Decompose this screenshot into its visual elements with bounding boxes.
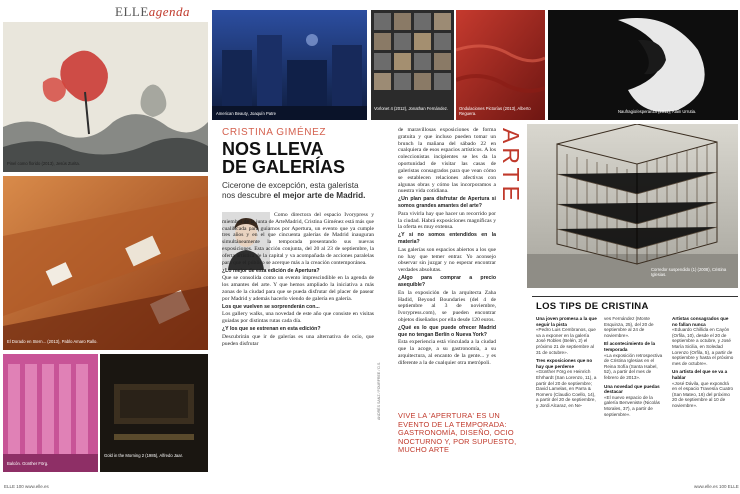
col1-intro: Como directora del espacio Ivorypress y miembro de la junta de ArteMadrid, Cristina Giménez está más que cualificada para guiarnos por Apertura, un evento que ya cumple tres años y en el que cincuenta galerías de Madrid inauguran simultáneamente la temporada presentando sus nuevas exposiciones. Esta acción conjunta, del 20 al 23 de septiembre, la oferta artística de la capital y va acompañada de acciones paralelas para que el público se acerque más a la creación contemporánea. xyxy=(222,212,374,266)
tip-5-text: «Eduardo Chillida en Cayón (Orfila, 10), desde el 20 de septiembre a octubre, y José María Sicilia, en Soledad Lorenzo (Orfila, 5), a partir de septiembre y hasta el próximo mes de octubre». xyxy=(672,327,734,366)
tip-3-heading: El acontecimiento de la temporada xyxy=(604,341,656,352)
caption-alberto-reguera: Ondulaciones Pictorías (2013), Alberto Reguera. xyxy=(459,106,531,116)
monochrome-illustration xyxy=(548,10,738,120)
answer-4: Para vivirla hay que hacer un recorrido por la ciudad. Habrá exposiciones magníficas y la oferta es muy extensa. xyxy=(398,210,496,231)
city-illustration xyxy=(212,10,367,120)
question-1: ¿Lo mejor de esta edición de Apertura? xyxy=(222,267,320,274)
footer-right: www.elle.es 100 ELLE xyxy=(694,484,739,489)
caption-joaquin-patre: American Beauty, Joaquín Patre xyxy=(216,111,276,116)
caption-alfredo-jaar: Gold in the Morning 2 (1985), Alfredo Jaar. xyxy=(104,453,183,458)
portrait-grid-illustration xyxy=(371,10,454,120)
artwork-pablo-amaro xyxy=(3,176,208,350)
caption-cristina-iglesias: Corredor suspendido (1) (2008), Cristina Iglesias. xyxy=(651,267,727,277)
artwork-alfredo-jaar xyxy=(100,354,208,472)
caption-pablo-amaro: El Dorado en Stern... (2013), Pablo Amaro Rallo. xyxy=(7,339,98,344)
tip-4-heading: Una novedad que puedas destacar xyxy=(604,383,660,395)
red-abstract-illustration xyxy=(456,10,545,120)
section-tag-arte: ARTE xyxy=(498,128,524,205)
installation-illustration xyxy=(527,124,738,288)
artwork-alain-urrutia xyxy=(548,10,738,120)
tip-1-text: «Pedro Luis Cembranos, que va a exponer en la galería José Robles (Belén, 2) el próximo 21 de septiembre al 31 de octubre». xyxy=(536,327,596,355)
caption-alain-urrutia: Naufragio/esperanza (2011), Alain Urrutia. xyxy=(618,109,697,114)
tips-column-2 xyxy=(604,316,666,476)
tips-title: LOS TIPS DE CRISTINA xyxy=(536,301,649,312)
answer-6: En la exposición de la arquitecta Zaha Hadid, Beyond Boundaries (del 4 de septiembre al 3 de noviembre, Ivorypress.com), se pueden encontrar objetos diseñados por ella desde 120 euros. xyxy=(398,289,496,323)
answer-3: Descubrirán que ir de galerías es una alternativa de ocio, que pueden disfrutar xyxy=(222,333,374,347)
title-line-1: NOS LLEVA xyxy=(222,139,324,159)
brand-name: ELLE xyxy=(115,4,149,19)
question-7: ¿Qué es lo que puede ofrecer Madrid que no tengan Berlín o Nueva York? xyxy=(398,324,496,338)
artwork-illustration xyxy=(3,22,208,172)
artwork-jesus-zurita xyxy=(3,22,208,172)
article-dek xyxy=(222,181,372,201)
answer-7: Esta experiencia está vinculada a la ciudad que la acoge, a su gastronomía, a su arquitectura, al encanto de la gente... y es diferente a la de cualquier otra metrópoli. xyxy=(398,339,496,366)
tip-4-text: «El nuevo espacio de la galería Benveniste (Nicolás Morales, 37), a partir de septiembre». xyxy=(604,394,660,417)
question-4: ¿Un plan para disfrutar de Apertura si somos grandes amantes del arte? xyxy=(398,196,496,209)
question-6: ¿Algo para comprar a precio asequible? xyxy=(398,275,496,288)
tip-5-heading: Artistas consagrados que no fallan nunca xyxy=(672,316,729,327)
article-column-1 xyxy=(222,212,374,474)
tip-2-continued: ves Fernández (Monte Esquinza, 25), del 20 de septiembre al 24 de noviembre». xyxy=(604,316,654,338)
question-5: ¿Y si no somos entendidos en la materia? xyxy=(398,232,496,245)
caption-jonathan-fernandez: Vorlonet 4 (2012), Jonathan Fernández. xyxy=(374,106,449,111)
col2-text: de maravillosas exposiciones de forma gratuita y que incluso pueden tomar un brunch la mañana del sábado 22 en cualquiera de esos espacios artísticos. A los coleccionistas incipientes se les da la oportunidad de visitar las casas de galeristas consagrados para que vean cómo se establecen relaciones afectivas con algunas obras y cómo las incorporamos a nuestra vida cotidiana. xyxy=(398,127,496,195)
caption-jesus-zurita: Pinel como florido (2013), Jesús Zurita. xyxy=(7,161,80,166)
header-brand xyxy=(115,4,190,20)
pull-quote: VIVE LA 'APERTURA' ES UN EVENTO DE LA TEMPORADA: GASTRONOMÍA, DISEÑO, OCIO NOCTURNO Y, POR SUPUESTO, MUCHO ARTE xyxy=(398,411,517,455)
photo-credit: ANDRÉS SANZ / FOURFREE / D.S. xyxy=(377,361,381,420)
artwork-jonathan-fernandez xyxy=(371,10,454,120)
caption-gunther-forg: Balcón. Günther Förg. xyxy=(7,461,49,466)
tips-column-1 xyxy=(536,316,598,476)
tip-6-text: «José Dávila, que expondrá en el espacio Travesía Cuatro (San Mateo, 16) del próximo 20 de septiembre al 10 de noviembre». xyxy=(672,380,734,408)
tip-6-heading: Un artista del que se va a hablar xyxy=(672,369,728,380)
dek-bold: el mejor arte de Madrid. xyxy=(273,190,366,200)
tip-3-text: «La exposición retrospectiva de Cristina Iglesias en el Reina Sofía (Santa Isabel, 52), a partir del mes de febrero de 2013». xyxy=(604,352,663,380)
dek-text: Cicerone de excepción, esta galerista nos descubre xyxy=(222,181,359,200)
question-3: ¿Y los que se estrenan en esta edición? xyxy=(222,326,321,332)
tips-column-3 xyxy=(672,316,734,476)
artwork-cristina-iglesias xyxy=(527,124,738,288)
tips-box xyxy=(532,296,738,476)
article-column-2 xyxy=(398,127,496,409)
answer-5: Las galerías son espacios abiertos a los que no hay que temer entrar. Yo aconsejo observar sin juzgar y no esperar encontrar verdades absolutas. xyxy=(398,246,496,274)
artwork-joaquin-patre xyxy=(212,10,367,120)
artwork-gunther-forg xyxy=(3,354,98,472)
tip-2-heading: Tres exposiciones que no hay que perderse xyxy=(536,358,593,369)
answer-1: Que se consolida como un evento imprescindible en la agenda de los amantes del arte. Y que hemos ampliado la iniciativa a más zonas de la ciudad para que se pueda disfrutar del placer de pasear por Madrid y además hacerlo viendo de galería en galería. xyxy=(222,275,374,302)
author-name: CRISTINA GIMÉNEZ xyxy=(222,127,327,138)
tip-1-heading: Una joven promesa a la que seguir la pista xyxy=(536,316,597,327)
question-2: Los que vuelven se sorprenderán con... xyxy=(222,303,320,310)
pink-room-illustration xyxy=(3,354,98,472)
tip-2-text: «Günther Förg en Heinrich Ehrhardt (San Lorenzo, 11), a partir del 20 de septiembre; David Lamelas, en Parra & Romero (Claudio Coello, 14), a partir del 20 de septiembre, y Jordi Alcaraz, en Ne- xyxy=(536,369,597,408)
title-line-2: DE GALERÍAS xyxy=(222,157,346,178)
footer-left: ELLE 100 www.elle.es xyxy=(4,484,49,489)
answer-2: Los gallery walks, una novedad de este año que consiste en visitas guiadas por distintas rutas cada día. xyxy=(222,311,374,325)
section-name: agenda xyxy=(148,4,191,19)
street-illustration xyxy=(3,176,208,350)
artwork-alberto-reguera xyxy=(456,10,545,120)
article-title xyxy=(222,140,345,177)
